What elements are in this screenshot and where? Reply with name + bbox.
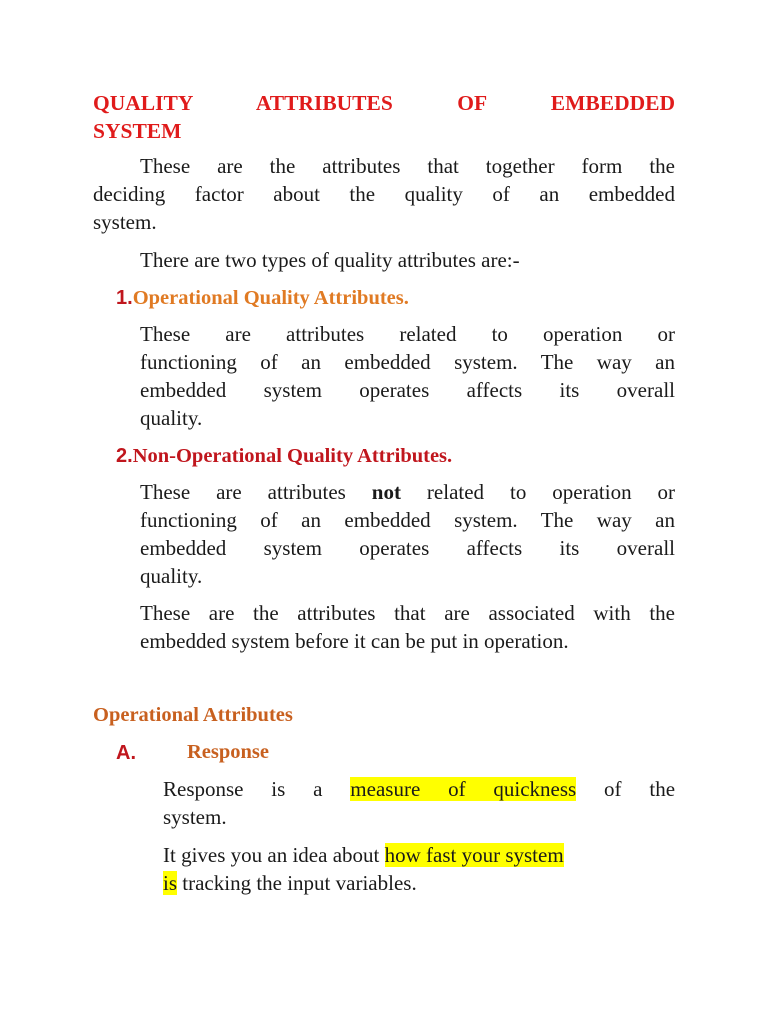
highlighted-text: measure of quickness [350,777,577,801]
list-number: 1. [116,287,133,309]
document-title [93,89,675,117]
document-title-line2: SYSTEM [93,119,182,143]
list-number: 2. [116,445,133,467]
section-heading: Operational Attributes [93,704,293,726]
title-word: ATTRIBUTES [255,91,393,115]
title-word: OF [457,91,487,115]
item2-extra-line: These are the attributes that are associated with the [140,601,675,625]
list-heading-text: Non-Operational Quality Attributes. [132,445,453,467]
subsection-title: Response [187,741,270,763]
response-text: It gives you an idea about [163,843,380,867]
item1-line: These are attributes related to operation or [140,322,675,346]
response-line [163,776,675,804]
intro-line: system. [93,210,157,234]
item2-text: related to operation or [426,480,676,504]
subsection-heading [116,739,136,768]
item2-line: quality. [140,564,203,588]
item1-line: quality. [140,406,203,430]
title-word: EMBEDDED [550,91,675,115]
highlighted-text: is [163,871,178,895]
list-item-2-heading [116,442,452,471]
title-word: QUALITY [93,91,193,115]
highlighted-text: how fast your system [384,843,564,867]
intro-line: These are the attributes that together form the [140,154,675,178]
intro-line: deciding factor about the quality of an embedded [93,182,675,206]
types-line: There are two types of quality attributes are:- [140,248,520,272]
response-line [163,842,564,870]
item1-line: embedded system operates affects its overall [140,378,675,402]
list-heading-text: Operational Quality Attributes. [132,287,409,309]
list-item-1-heading [116,284,409,313]
response-text: tracking the input variables. [182,871,417,895]
item1-line: functioning of an embedded system. The way an [140,350,675,374]
subsection-letter: A. [116,742,136,764]
response-text: Response is a [163,777,323,801]
item2-text: These are attributes [140,480,346,504]
item2-extra-line: embedded system before it can be put in operation. [140,629,569,653]
response-line [163,870,417,898]
item2-bold-text: not [371,480,401,504]
response-text: of the [604,777,676,801]
item2-line: functioning of an embedded system. The way an [140,508,675,532]
response-line: system. [163,805,227,829]
item2-line [140,479,675,507]
item2-line: embedded system operates affects its overall [140,536,675,560]
